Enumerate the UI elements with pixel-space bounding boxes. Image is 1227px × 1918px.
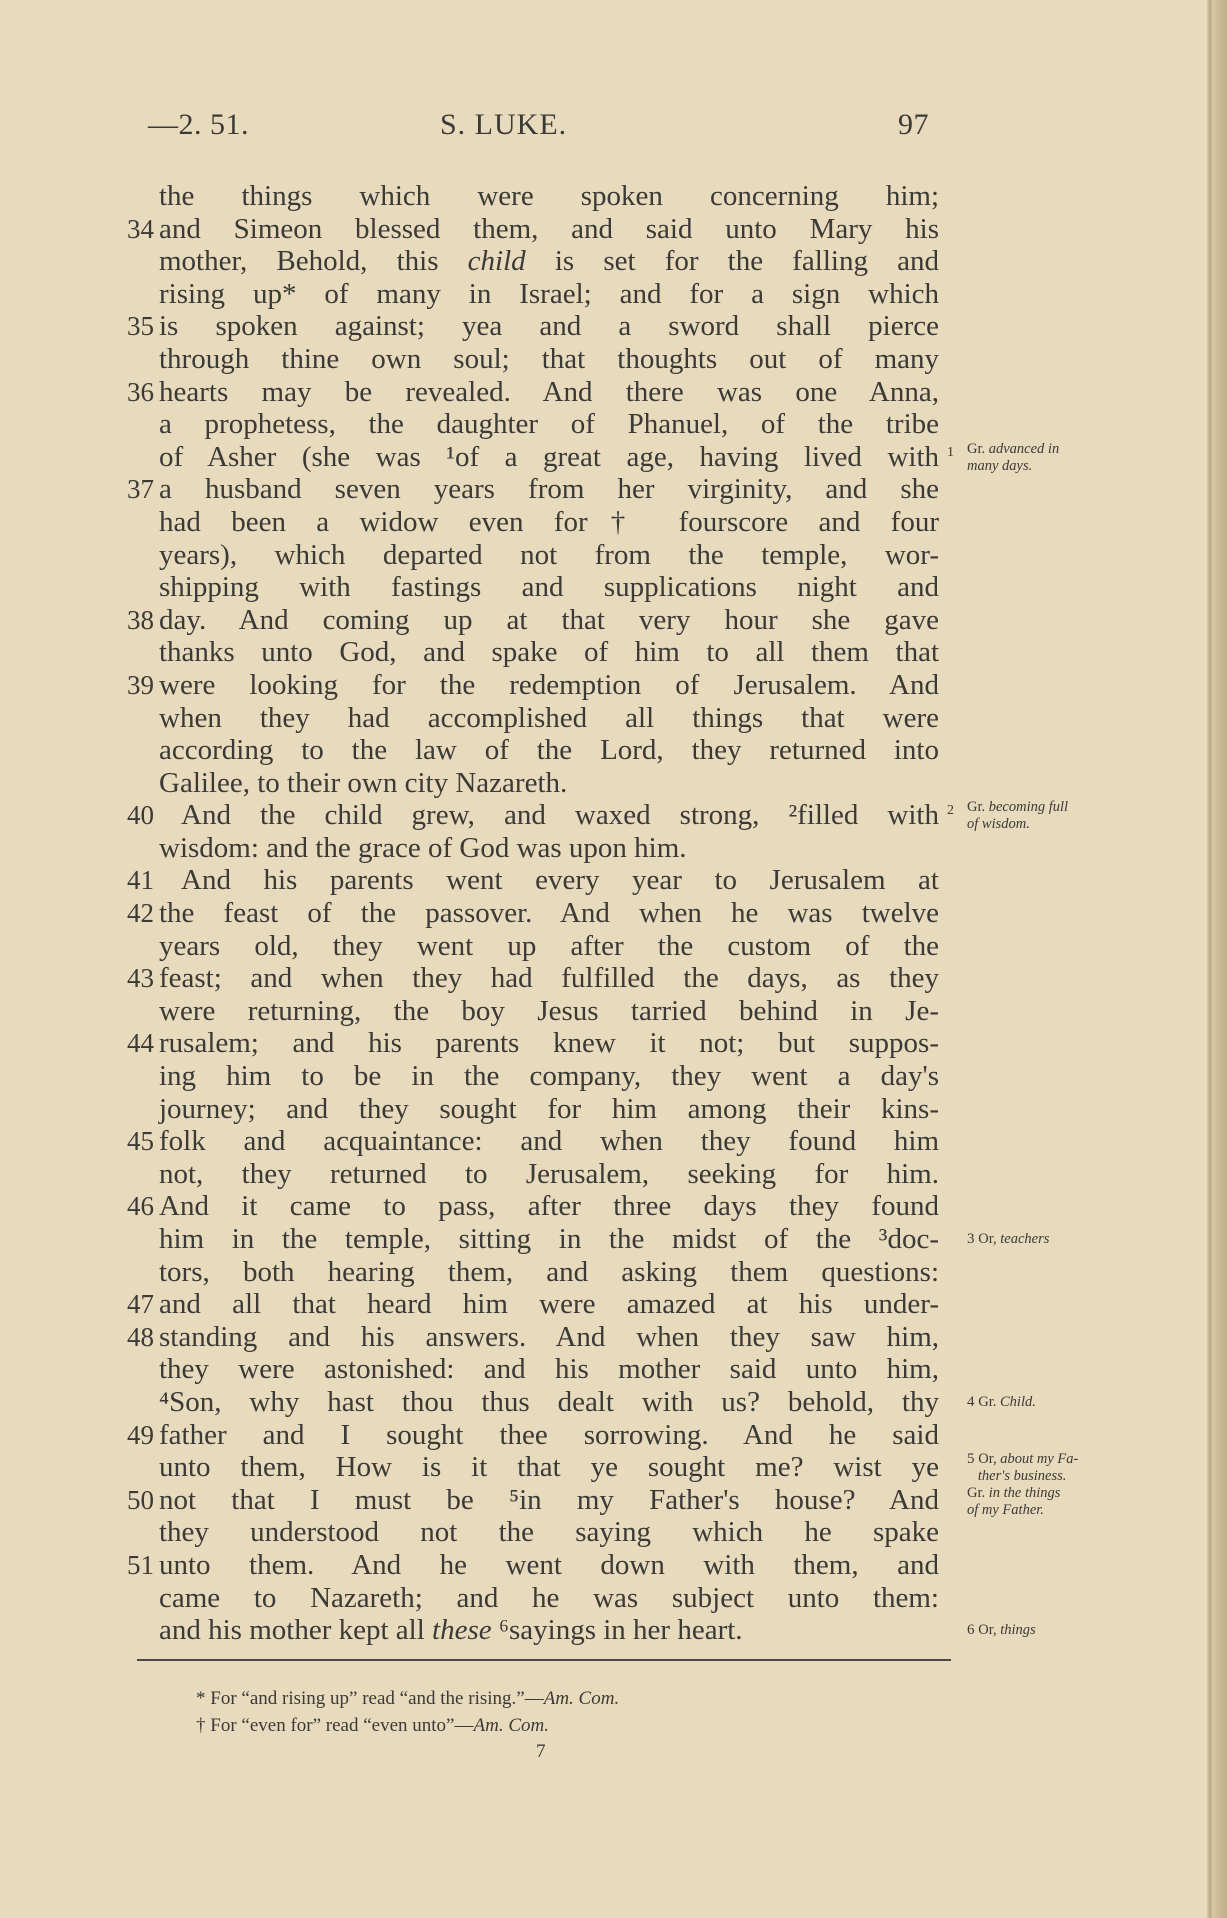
text-segment: shipping with fastings and supplications night and: [159, 571, 939, 604]
verse-number: 49: [127, 1419, 154, 1450]
text-segment: is spoken against; yea and a sword shall pierce: [159, 310, 939, 343]
margin-note-row: [967, 816, 1068, 833]
text-line: [159, 1060, 939, 1093]
text-segment: † For “even for” read “even unto”—: [196, 1715, 474, 1736]
line-text: [159, 506, 939, 539]
text-line: [127, 212, 939, 246]
line-text: [159, 1419, 939, 1452]
text-segment: him in the temple, sitting in the midst of the ³doc-: [159, 1223, 939, 1255]
margin-note-marker: 1: [947, 444, 954, 460]
text-segment: folk and acquaintance: and when they found him: [159, 1125, 939, 1158]
verse-number: 36: [127, 376, 154, 407]
line-text: [159, 897, 939, 930]
text-segment: mother, Behold, this: [159, 245, 468, 278]
text-line: [127, 897, 939, 930]
text-line: [127, 962, 939, 995]
text-segment: rising up* of many in Israel; and for a sign which: [159, 277, 939, 310]
italic-text: Child.: [1000, 1394, 1036, 1411]
text-segment: thanks unto God, and spake of him to all them that: [159, 636, 939, 669]
text-segment: father and I sought thee sorrowing. And he said: [159, 1418, 939, 1451]
line-text: [159, 343, 939, 376]
text-segment: * For “and rising up” read “and the rising.”—: [196, 1688, 544, 1709]
text-segment: a husband seven years from her virginity, and she: [159, 473, 939, 506]
text-segment: Or,: [978, 1231, 1001, 1248]
text-segment: Gr.: [978, 1394, 1000, 1411]
margin-note-row: [967, 799, 1068, 816]
text-line: [159, 1093, 939, 1126]
text-line: [159, 1614, 939, 1647]
line-text: [159, 213, 939, 246]
line-text: [159, 1125, 939, 1158]
line-text: [159, 734, 939, 767]
margin-note: [967, 1451, 1078, 1519]
line-text: [159, 245, 939, 278]
text-segment: not that I must be ⁵in my Father's house? And: [159, 1483, 939, 1516]
text-segment: Gr.: [967, 440, 989, 457]
text-segment: came to Nazareth; and he was subject unto them:: [159, 1581, 939, 1614]
text-segment: feast; and when they had fulfilled the days, as they: [159, 962, 939, 995]
line-text: [159, 1516, 939, 1549]
line-text: [159, 1321, 939, 1354]
note-number: 6: [967, 1622, 979, 1639]
text-line: [159, 440, 954, 474]
text-segment: Gr.: [967, 799, 989, 816]
italic-text: advanced in: [988, 440, 1060, 457]
line-text: [159, 1223, 939, 1256]
line-text: [159, 310, 939, 343]
line-text: [159, 1353, 939, 1386]
line-text: [159, 962, 939, 995]
margin-note: [967, 441, 1059, 475]
line-text: [159, 604, 939, 637]
text-segment: they were astonished: and his mother said unto him,: [159, 1353, 939, 1386]
margin-note-row: [967, 441, 1059, 458]
text-line: [127, 603, 939, 637]
text-line: [159, 539, 939, 572]
text-line: [159, 408, 939, 441]
text-segment: according to the law of the Lord, they returned into: [159, 734, 939, 767]
text-segment: not, they returned to Jerusalem, seeking for him.: [159, 1157, 939, 1190]
text-segment: ⁶sayings in her heart.: [491, 1614, 743, 1647]
text-line: [159, 1353, 939, 1386]
line-text: [159, 1582, 939, 1615]
line-text: [159, 1256, 939, 1289]
verse-number: 47: [127, 1289, 154, 1320]
italic-text: things: [1000, 1622, 1036, 1639]
text-segment: standing and his answers. And when they saw him,: [159, 1320, 939, 1353]
text-line: [127, 1483, 939, 1517]
text-segment: And his parents went every year to Jerusalem at: [181, 864, 939, 897]
italic-text: Am. Com.: [473, 1715, 549, 1736]
text-line: [127, 1190, 939, 1223]
line-text: [159, 1614, 939, 1647]
line-text: [159, 1288, 939, 1321]
line-text: [159, 832, 939, 865]
line-text: [159, 636, 939, 669]
margin-note-marker: 2: [947, 803, 954, 819]
text-line: [159, 1582, 939, 1615]
text-segment: journey; and they sought for him among their kins-: [159, 1092, 939, 1125]
text-line: [159, 1223, 939, 1256]
verse-number: 51: [127, 1549, 154, 1580]
verse-number: 44: [127, 1028, 154, 1059]
text-line: [159, 930, 939, 963]
italic-text: teachers: [1000, 1231, 1050, 1248]
text-line: [159, 1256, 939, 1289]
line-text: [159, 799, 939, 832]
text-segment: Galilee, to their own city Nazareth.: [159, 766, 568, 799]
margin-note: [967, 1394, 1036, 1411]
margin-note-row: [967, 1502, 1078, 1519]
note-number: 4: [967, 1394, 979, 1411]
italic-text: child: [467, 245, 526, 278]
text-segment: Or,: [978, 1451, 1001, 1468]
text-line: [159, 832, 939, 865]
text-line: [159, 1516, 939, 1549]
text-line: [127, 1125, 939, 1158]
text-segment: ing him to be in the company, they went a day's: [159, 1060, 939, 1093]
italic-text: Am. Com.: [543, 1688, 620, 1709]
line-text: [159, 278, 939, 311]
text-segment: hearts may be revealed. And there was one Anna,: [159, 375, 939, 408]
text-line: [159, 180, 939, 213]
page-number: 97: [898, 108, 929, 141]
note-number: 5: [967, 1451, 979, 1468]
text-line: [159, 506, 939, 539]
text-segment: of Asher (she was ¹of a great age, having lived with: [159, 440, 939, 473]
line-text: [159, 864, 939, 897]
italic-text: about my Fa-: [1000, 1451, 1079, 1468]
italic-text: many days.: [967, 457, 1033, 474]
line-text: [159, 1484, 939, 1517]
text-segment: and all that heard him were amazed at his under-: [159, 1288, 939, 1321]
text-segment: Or,: [978, 1622, 1001, 1639]
text-line: [127, 1418, 939, 1452]
italic-text: of wisdom.: [967, 816, 1030, 833]
text-segment: unto them. And he went down with them, and: [159, 1548, 939, 1581]
line-text: [159, 1060, 939, 1093]
italic-text: becoming full: [988, 799, 1069, 816]
margin-note-row: [967, 1231, 1049, 1248]
verse-number: 46: [127, 1191, 154, 1222]
running-title: S. LUKE.: [440, 108, 568, 141]
line-text: [159, 669, 939, 702]
italic-text: of my Father.: [967, 1502, 1044, 1519]
text-line: [127, 799, 954, 832]
italic-text: in the things: [988, 1485, 1061, 1502]
text-segment: rusalem; and his parents knew it not; but suppos-: [159, 1027, 939, 1060]
verse-number: 50: [127, 1484, 154, 1515]
text-segment: Gr.: [967, 1485, 989, 1502]
text-segment: through thine own soul; that thoughts out of many: [159, 342, 939, 375]
text-line: [127, 473, 939, 506]
verse-number: 39: [127, 669, 154, 700]
footnote-rule: [137, 1659, 951, 1661]
verse-number: 37: [127, 474, 154, 505]
signature-mark: 7: [536, 1741, 546, 1762]
text-segment: unto them, How is it that ye sought me? wist ye: [159, 1451, 939, 1484]
line-text: [159, 1549, 939, 1582]
line-text: [159, 376, 939, 409]
text-line: [159, 702, 939, 735]
margin-note: [967, 1622, 1036, 1639]
line-text: [159, 1027, 939, 1060]
margin-note-row: [967, 1451, 1078, 1468]
margin-note: [967, 799, 1068, 833]
note-number: 3: [967, 1231, 979, 1248]
text-line: [159, 571, 939, 604]
text-line: [159, 343, 939, 376]
text-segment: And the child grew, and waxed strong, ²filled with: [181, 799, 939, 832]
chapter-verse-range: —2. 51.: [148, 108, 249, 141]
verse-number: 35: [127, 311, 154, 342]
verse-number: 34: [127, 213, 154, 244]
text-segment: were looking for the redemption of Jerusalem. And: [159, 668, 939, 701]
line-text: [159, 473, 939, 506]
text-line: [127, 864, 939, 897]
line-text: [159, 1451, 939, 1484]
text-segment: a prophetess, the daughter of Phanuel, of the tribe: [159, 408, 939, 441]
text-segment: they understood not the saying which he spake: [159, 1516, 939, 1549]
text-segment: and his mother kept all: [159, 1614, 433, 1647]
line-text: [159, 930, 939, 963]
text-segment: And it came to pass, after three days they found: [159, 1190, 939, 1223]
line-text: [159, 180, 939, 213]
text-segment: is set for the falling and: [525, 245, 940, 278]
text-segment: ⁴Son, why hast thou thus dealt with us? behold, thy: [159, 1385, 939, 1418]
line-text: [159, 1386, 939, 1419]
line-text: [159, 702, 939, 735]
scripture-text: [127, 180, 1079, 1647]
margin-note-row: [967, 1485, 1078, 1502]
verse-number: 48: [127, 1321, 154, 1352]
margin-note-row: [967, 1468, 1078, 1485]
text-segment: had been a widow even for† fourscore and four: [159, 505, 939, 538]
page-edge: [1207, 0, 1227, 1918]
margin-note-row: [967, 458, 1059, 475]
text-line: [159, 1451, 939, 1484]
footnote: [196, 1688, 619, 1710]
text-line: [159, 278, 939, 311]
footnote: [196, 1715, 549, 1737]
text-line: [127, 375, 939, 409]
margin-note: [967, 1231, 1049, 1248]
text-segment: years old, they went up after the custom of the: [159, 929, 939, 962]
margin-note-row: [967, 1394, 1036, 1411]
text-segment: tors, both hearing them, and asking them questions:: [159, 1255, 939, 1288]
italic-text: ther's business.: [967, 1468, 1067, 1485]
line-text: [159, 995, 939, 1028]
text-line: [159, 1158, 939, 1191]
text-line: [159, 995, 939, 1028]
text-line: [127, 310, 939, 343]
text-segment: and Simeon blessed them, and said unto Mary his: [159, 212, 939, 245]
verse-number: 42: [127, 898, 154, 929]
text-line: [159, 767, 939, 800]
verse-number: 45: [127, 1126, 154, 1157]
line-text: [159, 1190, 939, 1223]
text-line: [127, 1320, 939, 1354]
line-text: [159, 1093, 939, 1126]
line-text: [159, 1158, 939, 1191]
text-segment: the feast of the passover. And when he was twelve: [159, 897, 939, 930]
text-segment: years), which departed not from the temple, wor-: [159, 538, 939, 571]
text-line: [127, 668, 939, 702]
text-line: [159, 734, 939, 767]
line-text: [159, 441, 939, 474]
text-line: [127, 1548, 939, 1582]
line-text: [159, 767, 939, 800]
verse-number: 41: [127, 865, 154, 896]
verse-number: 38: [127, 604, 154, 635]
text-segment: the things which were spoken concerning him;: [159, 180, 939, 212]
text-segment: were returning, the boy Jesus tarried behind in Je-: [159, 994, 939, 1027]
text-line: [159, 245, 939, 278]
line-text: [159, 571, 939, 604]
text-line: [127, 1027, 939, 1060]
text-line: [127, 1288, 939, 1321]
text-segment: when they had accomplished all things that were: [159, 701, 939, 734]
line-text: [159, 539, 939, 572]
line-text: [159, 408, 939, 441]
margin-note-row: [967, 1622, 1036, 1639]
text-segment: day. And coming up at that very hour she gave: [159, 603, 939, 636]
text-line: [159, 1386, 939, 1419]
verse-number: 40: [127, 800, 154, 831]
text-segment: wisdom: and the grace of God was upon him.: [159, 831, 687, 864]
verse-number: 43: [127, 963, 154, 994]
italic-text: these: [432, 1614, 492, 1647]
text-line: [159, 636, 939, 669]
